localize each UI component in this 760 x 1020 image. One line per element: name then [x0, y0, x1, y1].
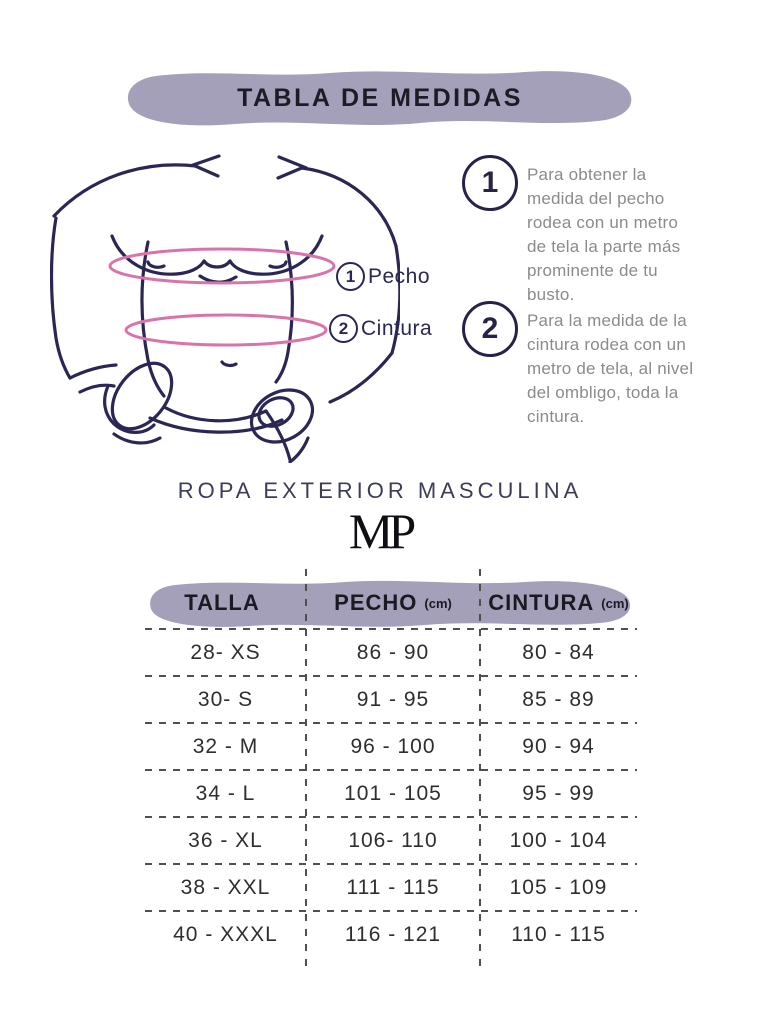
table-row	[145, 817, 637, 864]
cell-pecho: 86 - 90	[356, 640, 430, 664]
table-row	[145, 629, 637, 676]
figure-label-cintura	[329, 314, 432, 343]
cell-talla: 30- S	[197, 687, 254, 711]
page-title: TABLA DE MEDIDAS	[237, 83, 523, 112]
table-row	[145, 676, 637, 723]
table-column-divider-1	[305, 569, 307, 969]
cell-cintura: 80 - 84	[522, 640, 595, 664]
cell-cintura: 100 - 104	[509, 828, 608, 852]
column-header-talla-label: TALLA	[184, 590, 260, 615]
figure-label-2-number: 2	[329, 314, 358, 343]
instruction-2-number: 2	[462, 301, 518, 357]
cell-pecho: 111 - 115	[346, 875, 440, 899]
cell-pecho: 101 - 105	[344, 781, 442, 805]
cell-pecho: 91 - 95	[356, 687, 430, 711]
brand-logo: MP	[348, 503, 412, 559]
cell-cintura: 95 - 99	[522, 781, 595, 805]
table-header-row	[145, 577, 637, 629]
figure-label-1-text: Pecho	[368, 264, 431, 288]
column-header-pecho-label: PECHO	[334, 590, 418, 615]
cell-pecho: 96 - 100	[350, 734, 436, 758]
column-header-cintura	[480, 590, 637, 616]
cell-cintura: 90 - 94	[522, 734, 595, 758]
instruction-2-text: Para la medida de la cintura rodea con un metro de tela, al nivel del ombligo, toda la cintura.	[527, 311, 694, 426]
section-title: ROPA EXTERIOR MASCULINA	[177, 478, 583, 503]
table-row	[145, 770, 637, 817]
title-banner	[120, 66, 640, 130]
cell-cintura: 110 - 115	[511, 922, 606, 946]
table-row	[145, 911, 637, 958]
figure-label-2-text: Cintura	[361, 316, 433, 340]
cell-cintura: 105 - 109	[509, 875, 608, 899]
cell-talla: 34 - L	[195, 781, 256, 805]
column-header-talla	[145, 590, 306, 616]
table-row	[145, 864, 637, 911]
table-column-divider-2	[479, 569, 481, 969]
cell-talla: 28- XS	[190, 640, 261, 664]
cell-talla: 36 - XL	[188, 828, 263, 852]
cell-talla: 32 - M	[192, 734, 259, 758]
cell-pecho: 116 - 121	[344, 922, 442, 946]
waist-measure-ellipse	[126, 315, 326, 345]
column-header-pecho	[306, 590, 480, 616]
table-body	[145, 629, 637, 958]
column-header-cintura-label: CINTURA	[488, 590, 595, 615]
instruction-1-text: Para obtener la medida del pecho rodea con un metro de tela la parte más prominente de tu busto.	[527, 165, 681, 304]
figure-label-1-number: 1	[336, 262, 365, 291]
column-header-pecho-unit: (cm)	[424, 595, 452, 611]
cell-cintura: 85 - 89	[522, 687, 595, 711]
table-row	[145, 723, 637, 770]
instruction-1-number: 1	[462, 155, 518, 211]
figure-label-pecho	[336, 262, 430, 291]
size-table	[145, 577, 637, 958]
cell-pecho: 106- 110	[348, 828, 438, 852]
torso-illustration	[50, 148, 400, 463]
cell-talla: 40 - XXXL	[173, 922, 278, 946]
cell-talla: 38 - XXL	[180, 875, 271, 899]
column-header-cintura-unit: (cm)	[601, 595, 629, 611]
